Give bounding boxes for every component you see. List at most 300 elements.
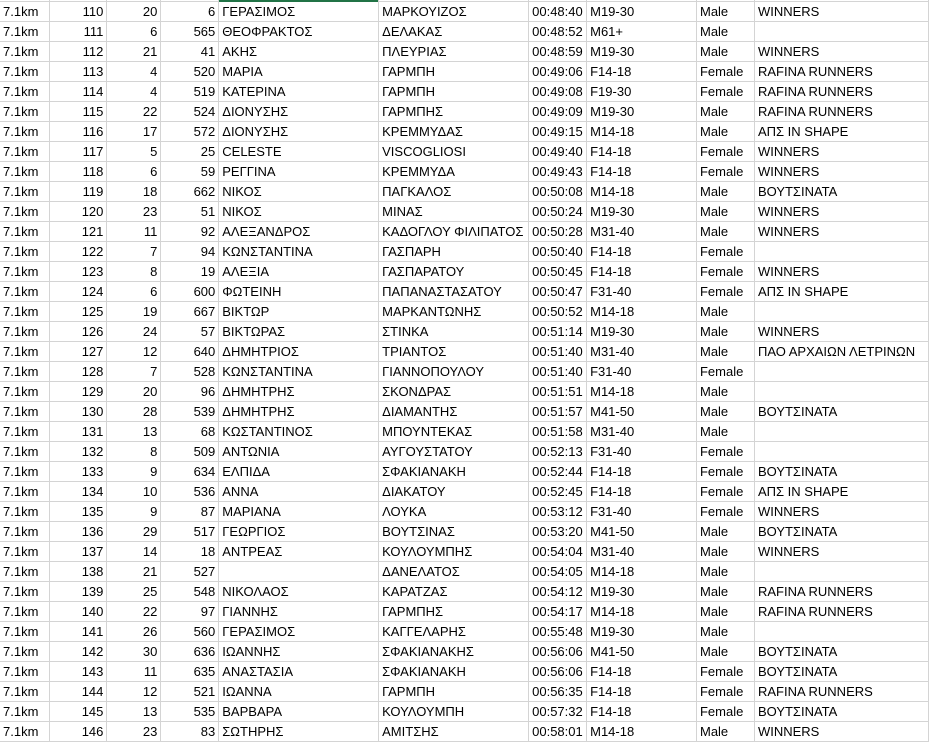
cell-distance[interactable]: 7.1km bbox=[0, 62, 50, 82]
cell-last-name[interactable]: ΒΟΥΤΣΙΝΑΣ bbox=[379, 522, 529, 542]
cell-category-rank[interactable]: 20 bbox=[107, 2, 161, 22]
cell-gender[interactable]: Female bbox=[696, 142, 754, 162]
cell-overall-rank[interactable]: 116 bbox=[50, 122, 107, 142]
cell-first-name[interactable]: ΘΕΟΦΡΑΚΤΟΣ bbox=[219, 22, 379, 42]
cell-overall-rank[interactable]: 137 bbox=[50, 542, 107, 562]
cell-gender[interactable]: Female bbox=[696, 242, 754, 262]
cell-first-name[interactable]: ΚΩΝΣΤΑΝΤΙΝΑ bbox=[219, 362, 379, 382]
cell-gender[interactable]: Male bbox=[696, 602, 754, 622]
cell-gender[interactable]: Female bbox=[696, 62, 754, 82]
cell-category-rank[interactable]: 12 bbox=[107, 682, 161, 702]
cell-finish-time[interactable]: 00:50:47 bbox=[529, 282, 587, 302]
cell-age-category[interactable]: M14-18 bbox=[587, 122, 697, 142]
cell-first-name[interactable]: ΒΙΚΤΩΡΑΣ bbox=[219, 322, 379, 342]
cell-last-name[interactable]: ΣΦΑΚΙΑΝΑΚΗ bbox=[379, 462, 529, 482]
cell-team[interactable]: WINNERS bbox=[754, 202, 928, 222]
cell-last-name[interactable]: ΓΑΣΠΑΡΑΤΟΥ bbox=[379, 262, 529, 282]
cell-age-category[interactable]: M14-18 bbox=[587, 182, 697, 202]
cell-first-name[interactable]: ΔΗΜΗΤΡΗΣ bbox=[219, 402, 379, 422]
cell-first-name[interactable]: ΑΚΗΣ bbox=[219, 42, 379, 62]
cell-first-name[interactable]: ΡΕΓΓΙΝΑ bbox=[219, 162, 379, 182]
cell-team[interactable]: ΑΠΣ IN SHAPE bbox=[754, 122, 928, 142]
cell-overall-rank[interactable]: 126 bbox=[50, 322, 107, 342]
cell-last-name[interactable]: VISCOGLIOSI bbox=[379, 142, 529, 162]
cell-category-rank[interactable]: 19 bbox=[107, 302, 161, 322]
cell-distance[interactable]: 7.1km bbox=[0, 82, 50, 102]
cell-team[interactable] bbox=[754, 422, 928, 442]
cell-age-category[interactable]: M19-30 bbox=[587, 202, 697, 222]
cell-team[interactable]: WINNERS bbox=[754, 502, 928, 522]
cell-age-category[interactable]: F31-40 bbox=[587, 442, 697, 462]
cell-age-category[interactable]: M31-40 bbox=[587, 222, 697, 242]
cell-overall-rank[interactable]: 110 bbox=[50, 2, 107, 22]
cell-category-rank[interactable]: 11 bbox=[107, 662, 161, 682]
cell-team[interactable]: RAFINA RUNNERS bbox=[754, 82, 928, 102]
cell-finish-time[interactable]: 00:50:45 bbox=[529, 262, 587, 282]
cell-overall-rank[interactable]: 134 bbox=[50, 482, 107, 502]
cell-age-category[interactable]: F14-18 bbox=[587, 262, 697, 282]
cell-distance[interactable]: 7.1km bbox=[0, 162, 50, 182]
cell-finish-time[interactable]: 00:49:15 bbox=[529, 122, 587, 142]
cell-first-name[interactable]: ΜΑΡΙΑ bbox=[219, 62, 379, 82]
cell-age-category[interactable]: M19-30 bbox=[587, 582, 697, 602]
cell-distance[interactable]: 7.1km bbox=[0, 302, 50, 322]
cell-category-rank[interactable]: 6 bbox=[107, 22, 161, 42]
cell-category-rank[interactable]: 11 bbox=[107, 222, 161, 242]
cell-overall-rank[interactable]: 130 bbox=[50, 402, 107, 422]
cell-finish-time[interactable]: 00:54:12 bbox=[529, 582, 587, 602]
cell-overall-rank[interactable]: 138 bbox=[50, 562, 107, 582]
cell-gender[interactable]: Female bbox=[696, 282, 754, 302]
cell-last-name[interactable]: ΚΑΡΑΤΖΑΣ bbox=[379, 582, 529, 602]
cell-team[interactable]: ΒΟΥΤΣΙΝΑΤΑ bbox=[754, 402, 928, 422]
cell-age-category[interactable]: M61+ bbox=[587, 22, 697, 42]
cell-last-name[interactable]: ΤΡΙΑΝΤΟΣ bbox=[379, 342, 529, 362]
cell-last-name[interactable]: ΔΙΑΚΑΤΟΥ bbox=[379, 482, 529, 502]
cell-category-rank[interactable]: 20 bbox=[107, 382, 161, 402]
cell-overall-rank[interactable]: 119 bbox=[50, 182, 107, 202]
cell-team[interactable]: ΒΟΥΤΣΙΝΑΤΑ bbox=[754, 702, 928, 722]
cell-category-rank[interactable]: 26 bbox=[107, 622, 161, 642]
cell-distance[interactable]: 7.1km bbox=[0, 182, 50, 202]
cell-finish-time[interactable]: 00:50:24 bbox=[529, 202, 587, 222]
cell-first-name[interactable]: ΓΕΡΑΣΙΜΟΣ bbox=[219, 2, 379, 22]
cell-category-rank[interactable]: 7 bbox=[107, 362, 161, 382]
cell-last-name[interactable]: ΚΡΕΜΜΥΔΑ bbox=[379, 162, 529, 182]
cell-distance[interactable]: 7.1km bbox=[0, 442, 50, 462]
cell-team[interactable] bbox=[754, 22, 928, 42]
cell-finish-time[interactable]: 00:53:20 bbox=[529, 522, 587, 542]
cell-age-category[interactable]: M41-50 bbox=[587, 522, 697, 542]
cell-category-rank[interactable]: 23 bbox=[107, 202, 161, 222]
cell-overall-rank[interactable]: 125 bbox=[50, 302, 107, 322]
cell-category-rank[interactable]: 6 bbox=[107, 282, 161, 302]
cell-bib-number[interactable]: 520 bbox=[161, 62, 219, 82]
cell-bib-number[interactable]: 92 bbox=[161, 222, 219, 242]
cell-first-name[interactable]: ΝΙΚΟΣ bbox=[219, 202, 379, 222]
cell-age-category[interactable]: M19-30 bbox=[587, 102, 697, 122]
cell-bib-number[interactable]: 94 bbox=[161, 242, 219, 262]
cell-finish-time[interactable]: 00:54:17 bbox=[529, 602, 587, 622]
cell-first-name[interactable]: ΝΙΚΟΛΑΟΣ bbox=[219, 582, 379, 602]
cell-category-rank[interactable]: 18 bbox=[107, 182, 161, 202]
cell-gender[interactable]: Male bbox=[696, 122, 754, 142]
cell-category-rank[interactable]: 21 bbox=[107, 42, 161, 62]
cell-first-name[interactable]: ΒΙΚΤΩΡ bbox=[219, 302, 379, 322]
cell-gender[interactable]: Male bbox=[696, 322, 754, 342]
cell-finish-time[interactable]: 00:56:06 bbox=[529, 662, 587, 682]
cell-finish-time[interactable]: 00:50:28 bbox=[529, 222, 587, 242]
cell-gender[interactable]: Female bbox=[696, 482, 754, 502]
cell-finish-time[interactable]: 00:54:05 bbox=[529, 562, 587, 582]
cell-distance[interactable]: 7.1km bbox=[0, 422, 50, 442]
cell-category-rank[interactable]: 24 bbox=[107, 322, 161, 342]
cell-gender[interactable]: Female bbox=[696, 362, 754, 382]
cell-category-rank[interactable]: 6 bbox=[107, 162, 161, 182]
cell-overall-rank[interactable]: 123 bbox=[50, 262, 107, 282]
cell-distance[interactable]: 7.1km bbox=[0, 262, 50, 282]
cell-overall-rank[interactable]: 122 bbox=[50, 242, 107, 262]
cell-age-category[interactable]: M19-30 bbox=[587, 322, 697, 342]
cell-gender[interactable]: Female bbox=[696, 702, 754, 722]
cell-gender[interactable]: Male bbox=[696, 202, 754, 222]
cell-distance[interactable]: 7.1km bbox=[0, 462, 50, 482]
cell-overall-rank[interactable]: 114 bbox=[50, 82, 107, 102]
cell-team[interactable]: RAFINA RUNNERS bbox=[754, 682, 928, 702]
cell-age-category[interactable]: M31-40 bbox=[587, 422, 697, 442]
cell-last-name[interactable]: ΜΑΡΚΟΥΙΖΟΣ bbox=[379, 2, 529, 22]
cell-category-rank[interactable]: 8 bbox=[107, 442, 161, 462]
cell-age-category[interactable]: F31-40 bbox=[587, 282, 697, 302]
cell-gender[interactable]: Female bbox=[696, 462, 754, 482]
cell-distance[interactable]: 7.1km bbox=[0, 242, 50, 262]
cell-bib-number[interactable]: 539 bbox=[161, 402, 219, 422]
cell-first-name[interactable]: ΔΗΜΗΤΡΙΟΣ bbox=[219, 342, 379, 362]
cell-finish-time[interactable]: 00:49:09 bbox=[529, 102, 587, 122]
cell-finish-time[interactable]: 00:48:40 bbox=[529, 2, 587, 22]
cell-age-category[interactable]: M14-18 bbox=[587, 722, 697, 742]
cell-overall-rank[interactable]: 139 bbox=[50, 582, 107, 602]
cell-bib-number[interactable]: 509 bbox=[161, 442, 219, 462]
cell-first-name[interactable]: ΦΩΤΕΙΝΗ bbox=[219, 282, 379, 302]
cell-age-category[interactable]: M14-18 bbox=[587, 302, 697, 322]
cell-overall-rank[interactable]: 111 bbox=[50, 22, 107, 42]
cell-last-name[interactable]: ΣΤΙΝΚΑ bbox=[379, 322, 529, 342]
cell-age-category[interactable]: M19-30 bbox=[587, 2, 697, 22]
cell-last-name[interactable]: ΓΑΡΜΠΗ bbox=[379, 62, 529, 82]
cell-finish-time[interactable]: 00:49:08 bbox=[529, 82, 587, 102]
cell-gender[interactable]: Male bbox=[696, 562, 754, 582]
cell-bib-number[interactable]: 536 bbox=[161, 482, 219, 502]
cell-finish-time[interactable]: 00:50:40 bbox=[529, 242, 587, 262]
cell-distance[interactable]: 7.1km bbox=[0, 142, 50, 162]
cell-bib-number[interactable]: 548 bbox=[161, 582, 219, 602]
cell-bib-number[interactable]: 600 bbox=[161, 282, 219, 302]
cell-distance[interactable]: 7.1km bbox=[0, 362, 50, 382]
cell-last-name[interactable]: ΓΑΡΜΠΗ bbox=[379, 682, 529, 702]
cell-distance[interactable]: 7.1km bbox=[0, 582, 50, 602]
cell-distance[interactable]: 7.1km bbox=[0, 2, 50, 22]
cell-last-name[interactable]: ΣΦΑΚΙΑΝΑΚΗΣ bbox=[379, 642, 529, 662]
cell-overall-rank[interactable]: 141 bbox=[50, 622, 107, 642]
cell-gender[interactable]: Male bbox=[696, 382, 754, 402]
cell-age-category[interactable]: M14-18 bbox=[587, 382, 697, 402]
cell-bib-number[interactable]: 517 bbox=[161, 522, 219, 542]
cell-finish-time[interactable]: 00:49:40 bbox=[529, 142, 587, 162]
cell-distance[interactable]: 7.1km bbox=[0, 402, 50, 422]
cell-finish-time[interactable]: 00:50:08 bbox=[529, 182, 587, 202]
cell-last-name[interactable]: ΣΦΑΚΙΑΝΑΚΗ bbox=[379, 662, 529, 682]
cell-team[interactable]: WINNERS bbox=[754, 542, 928, 562]
cell-bib-number[interactable]: 59 bbox=[161, 162, 219, 182]
cell-last-name[interactable]: ΚΑΓΓΕΛΑΡΗΣ bbox=[379, 622, 529, 642]
cell-team[interactable]: RAFINA RUNNERS bbox=[754, 102, 928, 122]
cell-overall-rank[interactable]: 136 bbox=[50, 522, 107, 542]
cell-last-name[interactable]: ΔΙΑΜΑΝΤΗΣ bbox=[379, 402, 529, 422]
cell-age-category[interactable]: M31-40 bbox=[587, 542, 697, 562]
cell-age-category[interactable]: F14-18 bbox=[587, 62, 697, 82]
cell-first-name[interactable]: ΑΝΑΣΤΑΣΙΑ bbox=[219, 662, 379, 682]
cell-distance[interactable]: 7.1km bbox=[0, 122, 50, 142]
cell-first-name[interactable]: ΚΩΝΣΤΑΝΤΙΝΑ bbox=[219, 242, 379, 262]
cell-distance[interactable]: 7.1km bbox=[0, 602, 50, 622]
cell-last-name[interactable]: ΜΑΡΚΑΝΤΩΝΗΣ bbox=[379, 302, 529, 322]
cell-gender[interactable]: Female bbox=[696, 662, 754, 682]
cell-team[interactable]: WINNERS bbox=[754, 322, 928, 342]
cell-last-name[interactable]: ΠΛΕΥΡΙΑΣ bbox=[379, 42, 529, 62]
cell-bib-number[interactable]: 57 bbox=[161, 322, 219, 342]
cell-last-name[interactable]: ΓΑΡΜΠΗΣ bbox=[379, 102, 529, 122]
cell-overall-rank[interactable]: 133 bbox=[50, 462, 107, 482]
cell-overall-rank[interactable]: 128 bbox=[50, 362, 107, 382]
cell-overall-rank[interactable]: 117 bbox=[50, 142, 107, 162]
cell-finish-time[interactable]: 00:50:52 bbox=[529, 302, 587, 322]
cell-gender[interactable]: Male bbox=[696, 222, 754, 242]
cell-bib-number[interactable]: 527 bbox=[161, 562, 219, 582]
cell-overall-rank[interactable]: 120 bbox=[50, 202, 107, 222]
cell-distance[interactable]: 7.1km bbox=[0, 42, 50, 62]
cell-finish-time[interactable]: 00:55:48 bbox=[529, 622, 587, 642]
cell-category-rank[interactable]: 5 bbox=[107, 142, 161, 162]
cell-gender[interactable]: Female bbox=[696, 682, 754, 702]
cell-gender[interactable]: Male bbox=[696, 22, 754, 42]
cell-category-rank[interactable]: 9 bbox=[107, 502, 161, 522]
cell-distance[interactable]: 7.1km bbox=[0, 342, 50, 362]
cell-category-rank[interactable]: 22 bbox=[107, 602, 161, 622]
cell-overall-rank[interactable]: 146 bbox=[50, 722, 107, 742]
cell-distance[interactable]: 7.1km bbox=[0, 502, 50, 522]
cell-first-name[interactable]: CELESTE bbox=[219, 142, 379, 162]
cell-gender[interactable]: Female bbox=[696, 442, 754, 462]
cell-gender[interactable]: Male bbox=[696, 302, 754, 322]
cell-finish-time[interactable]: 00:56:06 bbox=[529, 642, 587, 662]
cell-finish-time[interactable]: 00:57:32 bbox=[529, 702, 587, 722]
cell-finish-time[interactable]: 00:48:52 bbox=[529, 22, 587, 42]
cell-category-rank[interactable]: 10 bbox=[107, 482, 161, 502]
cell-team[interactable]: WINNERS bbox=[754, 262, 928, 282]
cell-first-name[interactable]: ΙΩΑΝΝΗΣ bbox=[219, 642, 379, 662]
cell-team[interactable] bbox=[754, 302, 928, 322]
cell-age-category[interactable]: F14-18 bbox=[587, 462, 697, 482]
cell-team[interactable] bbox=[754, 362, 928, 382]
cell-overall-rank[interactable]: 121 bbox=[50, 222, 107, 242]
cell-first-name[interactable]: ΔΙΟΝΥΣΗΣ bbox=[219, 122, 379, 142]
cell-first-name[interactable]: ΜΑΡΙΑΝΑ bbox=[219, 502, 379, 522]
cell-distance[interactable]: 7.1km bbox=[0, 702, 50, 722]
cell-team[interactable]: ΑΠΣ IN SHAPE bbox=[754, 282, 928, 302]
cell-team[interactable]: RAFINA RUNNERS bbox=[754, 602, 928, 622]
cell-finish-time[interactable]: 00:51:14 bbox=[529, 322, 587, 342]
cell-overall-rank[interactable]: 135 bbox=[50, 502, 107, 522]
cell-gender[interactable]: Male bbox=[696, 102, 754, 122]
cell-team[interactable]: WINNERS bbox=[754, 2, 928, 22]
cell-first-name[interactable]: ΑΛΕΞΑΝΔΡΟΣ bbox=[219, 222, 379, 242]
cell-gender[interactable]: Male bbox=[696, 542, 754, 562]
cell-overall-rank[interactable]: 115 bbox=[50, 102, 107, 122]
cell-gender[interactable]: Male bbox=[696, 182, 754, 202]
cell-bib-number[interactable]: 83 bbox=[161, 722, 219, 742]
cell-bib-number[interactable]: 19 bbox=[161, 262, 219, 282]
cell-team[interactable]: WINNERS bbox=[754, 42, 928, 62]
cell-bib-number[interactable]: 18 bbox=[161, 542, 219, 562]
cell-first-name[interactable]: ΓΕΩΡΓΙΟΣ bbox=[219, 522, 379, 542]
cell-team[interactable]: WINNERS bbox=[754, 142, 928, 162]
cell-last-name[interactable]: ΜΠΟΥΝΤΕΚΑΣ bbox=[379, 422, 529, 442]
cell-team[interactable] bbox=[754, 562, 928, 582]
cell-age-category[interactable]: F14-18 bbox=[587, 242, 697, 262]
cell-team[interactable] bbox=[754, 442, 928, 462]
cell-finish-time[interactable]: 00:51:57 bbox=[529, 402, 587, 422]
cell-bib-number[interactable]: 524 bbox=[161, 102, 219, 122]
cell-first-name[interactable]: ΑΛΕΞΙΑ bbox=[219, 262, 379, 282]
cell-last-name[interactable]: ΑΜΙΤΣΗΣ bbox=[379, 722, 529, 742]
cell-distance[interactable]: 7.1km bbox=[0, 562, 50, 582]
cell-category-rank[interactable]: 13 bbox=[107, 702, 161, 722]
cell-overall-rank[interactable]: 127 bbox=[50, 342, 107, 362]
cell-team[interactable]: ΒΟΥΤΣΙΝΑΤΑ bbox=[754, 462, 928, 482]
cell-distance[interactable]: 7.1km bbox=[0, 322, 50, 342]
cell-distance[interactable]: 7.1km bbox=[0, 642, 50, 662]
cell-age-category[interactable]: M19-30 bbox=[587, 42, 697, 62]
cell-bib-number[interactable]: 519 bbox=[161, 82, 219, 102]
cell-team[interactable]: RAFINA RUNNERS bbox=[754, 62, 928, 82]
cell-finish-time[interactable]: 00:52:45 bbox=[529, 482, 587, 502]
cell-bib-number[interactable]: 68 bbox=[161, 422, 219, 442]
cell-bib-number[interactable]: 87 bbox=[161, 502, 219, 522]
cell-distance[interactable]: 7.1km bbox=[0, 22, 50, 42]
cell-bib-number[interactable]: 25 bbox=[161, 142, 219, 162]
cell-gender[interactable]: Male bbox=[696, 522, 754, 542]
cell-first-name[interactable]: ΑΝΝΑ bbox=[219, 482, 379, 502]
cell-distance[interactable]: 7.1km bbox=[0, 622, 50, 642]
cell-finish-time[interactable]: 00:51:40 bbox=[529, 342, 587, 362]
cell-finish-time[interactable]: 00:48:59 bbox=[529, 42, 587, 62]
cell-age-category[interactable]: M14-18 bbox=[587, 562, 697, 582]
cell-category-rank[interactable]: 17 bbox=[107, 122, 161, 142]
cell-last-name[interactable]: ΔΑΝΕΛΑΤΟΣ bbox=[379, 562, 529, 582]
cell-finish-time[interactable]: 00:58:01 bbox=[529, 722, 587, 742]
cell-overall-rank[interactable]: 112 bbox=[50, 42, 107, 62]
cell-distance[interactable]: 7.1km bbox=[0, 522, 50, 542]
cell-category-rank[interactable]: 23 bbox=[107, 722, 161, 742]
cell-category-rank[interactable]: 12 bbox=[107, 342, 161, 362]
cell-last-name[interactable]: ΣΚΟΝΔΡΑΣ bbox=[379, 382, 529, 402]
cell-gender[interactable]: Male bbox=[696, 722, 754, 742]
cell-age-category[interactable]: F14-18 bbox=[587, 162, 697, 182]
cell-finish-time[interactable]: 00:53:12 bbox=[529, 502, 587, 522]
cell-age-category[interactable]: F14-18 bbox=[587, 662, 697, 682]
cell-finish-time[interactable]: 00:56:35 bbox=[529, 682, 587, 702]
cell-team[interactable]: ΒΟΥΤΣΙΝΑΤΑ bbox=[754, 182, 928, 202]
cell-team[interactable]: ΑΠΣ IN SHAPE bbox=[754, 482, 928, 502]
cell-finish-time[interactable]: 00:51:58 bbox=[529, 422, 587, 442]
cell-overall-rank[interactable]: 143 bbox=[50, 662, 107, 682]
cell-category-rank[interactable]: 13 bbox=[107, 422, 161, 442]
cell-overall-rank[interactable]: 142 bbox=[50, 642, 107, 662]
cell-last-name[interactable]: ΚΟΥΛΟΥΜΠΗΣ bbox=[379, 542, 529, 562]
cell-gender[interactable]: Female bbox=[696, 162, 754, 182]
cell-gender[interactable]: Female bbox=[696, 262, 754, 282]
cell-category-rank[interactable]: 22 bbox=[107, 102, 161, 122]
cell-first-name[interactable]: ΑΝΤΡΕΑΣ bbox=[219, 542, 379, 562]
cell-first-name[interactable]: ΔΗΜΗΤΡΗΣ bbox=[219, 382, 379, 402]
cell-last-name[interactable]: ΑΥΓΟΥΣΤΑΤΟΥ bbox=[379, 442, 529, 462]
cell-first-name[interactable]: ΑΝΤΩΝΙΑ bbox=[219, 442, 379, 462]
cell-finish-time[interactable]: 00:51:40 bbox=[529, 362, 587, 382]
cell-last-name[interactable]: ΓΙΑΝΝΟΠΟΥΛΟΥ bbox=[379, 362, 529, 382]
cell-age-category[interactable]: F14-18 bbox=[587, 482, 697, 502]
cell-last-name[interactable]: ΓΑΡΜΠΗΣ bbox=[379, 602, 529, 622]
cell-bib-number[interactable]: 640 bbox=[161, 342, 219, 362]
cell-team[interactable]: WINNERS bbox=[754, 722, 928, 742]
cell-category-rank[interactable]: 8 bbox=[107, 262, 161, 282]
cell-distance[interactable]: 7.1km bbox=[0, 102, 50, 122]
cell-category-rank[interactable]: 30 bbox=[107, 642, 161, 662]
cell-category-rank[interactable]: 14 bbox=[107, 542, 161, 562]
cell-gender[interactable]: Male bbox=[696, 622, 754, 642]
cell-bib-number[interactable]: 667 bbox=[161, 302, 219, 322]
cell-age-category[interactable]: F31-40 bbox=[587, 502, 697, 522]
cell-bib-number[interactable]: 6 bbox=[161, 2, 219, 22]
cell-first-name[interactable]: ΚΩΣΤΑΝΤΙΝΟΣ bbox=[219, 422, 379, 442]
cell-first-name[interactable]: ΔΙΟΝΥΣΗΣ bbox=[219, 102, 379, 122]
cell-team[interactable]: ΒΟΥΤΣΙΝΑΤΑ bbox=[754, 662, 928, 682]
cell-last-name[interactable]: ΓΑΣΠΑΡΗ bbox=[379, 242, 529, 262]
cell-team[interactable]: ΒΟΥΤΣΙΝΑΤΑ bbox=[754, 522, 928, 542]
cell-category-rank[interactable]: 28 bbox=[107, 402, 161, 422]
cell-gender[interactable]: Male bbox=[696, 642, 754, 662]
cell-age-category[interactable]: M19-30 bbox=[587, 622, 697, 642]
cell-team[interactable] bbox=[754, 382, 928, 402]
cell-age-category[interactable]: M41-50 bbox=[587, 402, 697, 422]
cell-last-name[interactable]: ΠΑΓΚΑΛΟΣ bbox=[379, 182, 529, 202]
cell-gender[interactable]: Male bbox=[696, 402, 754, 422]
cell-last-name[interactable]: ΓΑΡΜΠΗ bbox=[379, 82, 529, 102]
cell-distance[interactable]: 7.1km bbox=[0, 542, 50, 562]
cell-category-rank[interactable]: 29 bbox=[107, 522, 161, 542]
cell-age-category[interactable]: F31-40 bbox=[587, 362, 697, 382]
cell-first-name[interactable]: ΓΙΑΝΝΗΣ bbox=[219, 602, 379, 622]
cell-team[interactable]: RAFINA RUNNERS bbox=[754, 582, 928, 602]
cell-age-category[interactable]: F19-30 bbox=[587, 82, 697, 102]
cell-gender[interactable]: Male bbox=[696, 342, 754, 362]
cell-finish-time[interactable]: 00:54:04 bbox=[529, 542, 587, 562]
cell-category-rank[interactable]: 9 bbox=[107, 462, 161, 482]
cell-overall-rank[interactable]: 131 bbox=[50, 422, 107, 442]
cell-overall-rank[interactable]: 140 bbox=[50, 602, 107, 622]
cell-first-name[interactable]: ΕΛΠΙΔΑ bbox=[219, 462, 379, 482]
cell-first-name[interactable]: ΙΩΑΝΝΑ bbox=[219, 682, 379, 702]
